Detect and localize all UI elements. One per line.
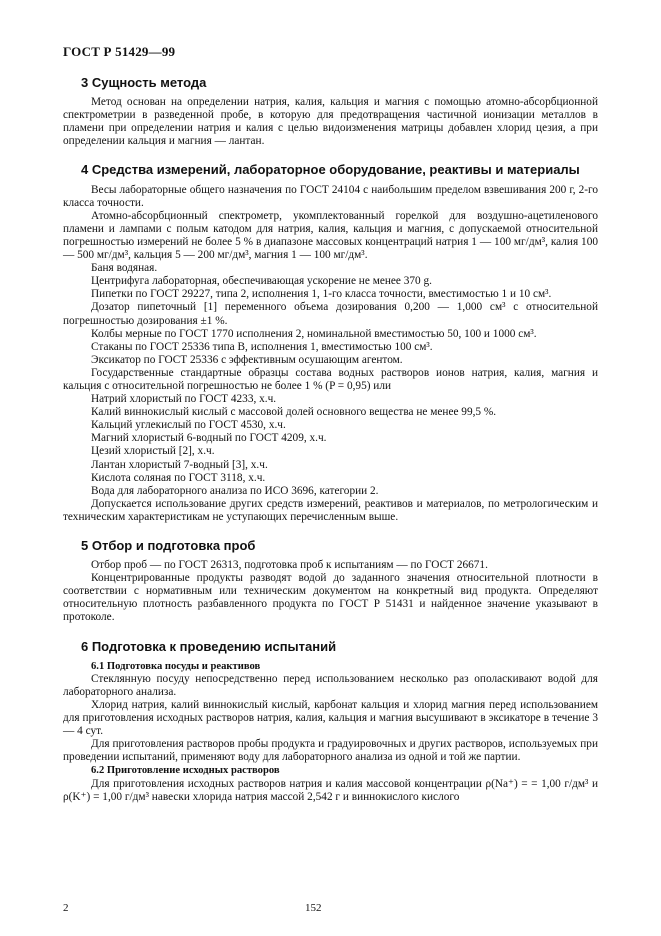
section-4-paragraph: Колбы мерные по ГОСТ 1770 исполнения 2, номинальной вместимостью 50, 100 и 1000 см³. bbox=[91, 327, 537, 340]
section-4-paragraph: Магний хлористый 6-водный по ГОСТ 4209, х.ч. bbox=[91, 432, 327, 445]
section-6-paragraph: Стеклянную посуду непосредственно перед использованием несколько раз ополаскивают водой для лабораторного анализа. bbox=[63, 672, 598, 698]
section-6-paragraph: Хлорид натрия, калий виннокислый кислый, карбонат кальция и хлорид магния перед использованием для приготовления исходных растворов натрия, калия, кальция и магния высушивают в эксикаторе в течение 3 — 4 сут. bbox=[63, 698, 598, 738]
subsection-6-1-title: 6.1 Подготовка посуды и реактивов bbox=[91, 660, 261, 672]
section-4-paragraph: Допускается использование других средств измерений, реактивов и материалов, по метрологическим и техническим характеристикам не уступающих перечисленным выше. bbox=[63, 497, 598, 523]
page-number-center: 152 bbox=[305, 902, 322, 914]
subsection-6-2-title: 6.2 Приготовление исходных растворов bbox=[91, 765, 280, 777]
section-4-paragraph: Государственные стандартные образцы состава водных растворов ионов натрия, калия, магния и кальция с относительной погрешностью не более 1 % (P = 0,95) или bbox=[63, 366, 598, 392]
section-4-paragraph: Эксикатор по ГОСТ 25336 с эффективным осушающим агентом. bbox=[91, 353, 403, 366]
section-4-paragraph: Центрифуга лабораторная, обеспечивающая ускорение не менее 370 g. bbox=[91, 275, 432, 288]
section-4-paragraph: Баня водяная. bbox=[91, 262, 158, 275]
standard-header: ГОСТ Р 51429—99 bbox=[63, 44, 176, 59]
section-4-paragraph: Кислота соляная по ГОСТ 3118, х.ч. bbox=[91, 471, 266, 484]
section-4-paragraph: Лантан хлористый 7-водный [3], х.ч. bbox=[91, 458, 268, 471]
section-4-paragraph: Пипетки по ГОСТ 29227, типа 2, исполнения 1, 1-го класса точности, вместимостью 1 и 10 см³. bbox=[91, 288, 552, 301]
section-4-paragraph: Натрий хлористый по ГОСТ 4233, х.ч. bbox=[91, 393, 277, 406]
section-4-paragraph: Весы лабораторные общего назначения по ГОСТ 24104 с наибольшим пределом взвешивания 200 г, 2-го класса точности. bbox=[63, 183, 598, 209]
section-4-paragraph: Кальций углекислый по ГОСТ 4530, х.ч. bbox=[91, 419, 286, 432]
section-4-paragraph: Атомно-абсорбционный спектрометр, укомплектованный горелкой для воздушно-ацетиленового пламени и лампами с полым катодом для натрия, калия, кальция и магния, с допускаемой относительной погрешностью измерений не более 5 % в диапазоне массовых концентраций натрия 1 — 100 мг/дм³, калия 100 — 500 мг/дм³, кальция 5 — 200 мг/дм³, магния 1 — 100 мг/дм³. bbox=[63, 209, 598, 262]
section-6-title: 6 Подготовка к проведению испытаний bbox=[81, 638, 337, 654]
section-6-paragraph: Для приготовления растворов пробы продукта и градуировочных и других растворов, используемых при проведении испытаний, применяют воду для лабораторного анализа из одной и той же партии. bbox=[63, 738, 598, 764]
page-number-left: 2 bbox=[63, 902, 69, 914]
section-4-paragraph: Дозатор пипеточный [1] переменного объема дозирования 0,200 — 1,000 см³ с относительной погрешностью дозирования ±1 %. bbox=[63, 301, 598, 327]
section-4-paragraph: Вода для лабораторного анализа по ИСО 3696, категории 2. bbox=[91, 484, 379, 497]
section-3-paragraph: Метод основан на определении натрия, калия, кальция и магния с помощью атомно-абсорбционной спектрометрии в разведенной пробе, в которую для предотвращения частичной ионизации металлов в пламени при определении натрия и калия с целью видоизменения матрицы добавлен хлорид цезия, а при определении кальция и магния — лантан. bbox=[63, 96, 598, 148]
section-4-title: 4 Средства измерений, лабораторное оборудование, реактивы и материалы bbox=[81, 162, 580, 178]
section-5-paragraph: Отбор проб — по ГОСТ 26313, подготовка проб к испытаниям — по ГОСТ 26671. bbox=[91, 559, 488, 572]
section-5-paragraph: Концентрированные продукты разводят водой до заданного значения относительной плотности в соответствии с нормативным или техническим документом на конкретный вид продукта. Определяют относительную плотность разбавленного продукта по ГОСТ Р 51431 и найденное значение указывают в протоколе. bbox=[63, 572, 598, 624]
section-4-paragraph: Цезий хлористый [2], х.ч. bbox=[91, 445, 215, 458]
section-4-paragraph: Стаканы по ГОСТ 25336 типа В, исполнения 1, вместимостью 100 см³. bbox=[91, 340, 433, 353]
section-4-paragraph: Калий виннокислый кислый с массовой долей основного вещества не менее 99,5 %. bbox=[91, 406, 497, 419]
section-3-title: 3 Сущность метода bbox=[81, 75, 207, 90]
section-5-title: 5 Отбор и подготовка проб bbox=[81, 538, 256, 553]
document-body bbox=[63, 76, 598, 804]
section-6-paragraph: Для приготовления исходных растворов натрия и калия массовой концентрации ρ(Na⁺) = = 1,00 г/дм³ и ρ(K⁺) = 1,00 г/дм³ навески хлорида натрия массой 2,542 г и виннокислого кислого bbox=[63, 777, 598, 803]
